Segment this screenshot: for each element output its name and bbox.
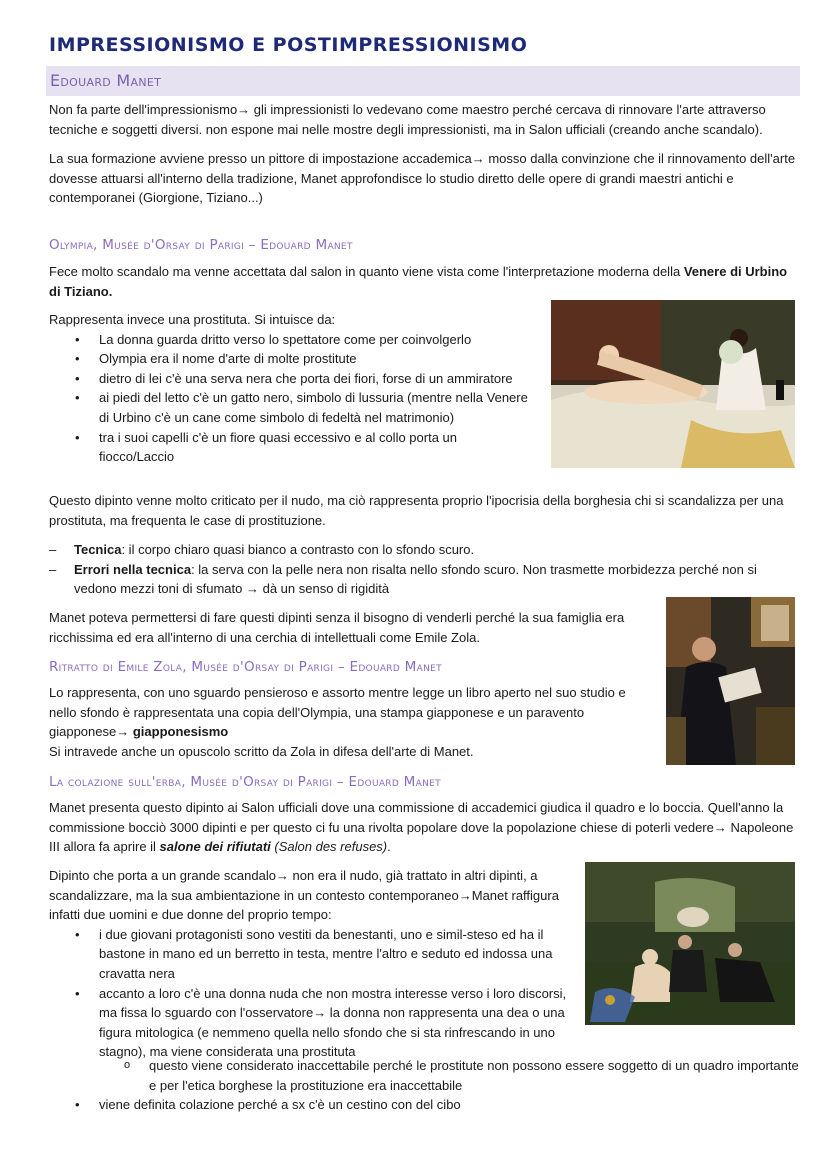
list-item: • dietro di lei c'è una serva nera che porta dei fiori, forse di un ammiratore (49, 369, 534, 389)
olympia-heading: Olympia, Musée d'Orsay di Parigi – Edouard Manet (49, 237, 353, 253)
olympia-painting-art (551, 300, 795, 468)
olympia-family-block (49, 608, 649, 647)
section-title: Edouard Manet (50, 71, 162, 90)
colazione-list-block (49, 866, 577, 1062)
zola-paragraph-1 (49, 683, 649, 742)
intro-paragraph-1: Non fa parte dell'impressionismo→ gli impressionisti lo vedevano come maestro perché cercava di rinnovare l'arte attraverso tecniche e soggetti diversi. non espone mai nelle mostre degli impressionisti, ma in Salon ufficiali (creando anche scandalo). (49, 102, 766, 137)
colazione-painting-art (585, 862, 795, 1025)
list-item (49, 560, 801, 599)
zola-p1-text: Lo rappresenta, con uno sguardo pensieroso e assorto mentre legge un libro aperto nel suo studio e nello sfondo è rappresentata una copia dell'Olympia, una stampa giapponese e un paravento giapponese→ (49, 685, 626, 740)
olympia-lower-block (49, 491, 801, 599)
olympia-p1-text: Fece molto scandalo ma venne accettata dal salon in quanto viene vista come l'interpretazione moderna della (49, 264, 684, 279)
list-item: o questo viene considerato inaccettabile perché le prostitute non possono essere soggetto di un quadro importante e per l'etica borghese la prostituzione era inaccettabile (49, 1056, 801, 1095)
colazione-p1-end: . (387, 839, 391, 855)
intro-paragraph-2: La sua formazione avviene presso un pittore di impostazione accademica→ mosso dalla convinzione che il rinnovamento dell'arte dovesse attuarsi all'interno della tradizione, Manet approfondisce lo studio diretto delle opere di grandi maestri antichi e contemporanei (Giorgione, Tiziano...) (49, 151, 796, 206)
list-item: • La donna guarda dritto verso lo spettatore come per coinvolgerlo (49, 330, 534, 350)
zola-paragraph-2: Si intravede anche un opuscolo scritto da Zola in difesa dell'arte di Manet. (49, 743, 474, 759)
olympia-intro (49, 262, 801, 301)
colazione-painting-image (585, 862, 795, 1025)
olympia-painting-image (551, 300, 795, 468)
errors-text: : la serva con la pelle nera non risalta nello sfondo scuro. Non trasmette morbidezza perché non si vedono mezzi toni di sfumato → dà un senso di rigidità (74, 561, 757, 597)
colazione-p1-bold: salone dei rifiutati (159, 839, 271, 855)
section-band (46, 66, 800, 96)
list-item: • Olympia era il nome d'arte di molte prostitute (49, 349, 534, 369)
olympia-p1-bold: Venere di Urbino di Tiziano. (49, 264, 788, 299)
list-item: • ai piedi del letto c'è un gatto nero, simbolo di lussuria (mentre nella Venere di Urbino c'è un cane come simbolo di fedeltà nel matrimonio) (49, 388, 534, 427)
olympia-paragraph-3: Questo dipinto venne molto criticato per il nudo, ma ciò rappresenta proprio l'ipocrisia della borghesia chi si scandalizza per una prostituta, ma frequenta le case di prostituzione. (49, 493, 784, 528)
errors-label: Errori nella tecnica (74, 561, 192, 577)
colazione-p1-italic: (Salon des refuses) (270, 839, 388, 855)
list-item: • viene definita colazione perché a sx c'è un cestino con del cibo (49, 1095, 801, 1115)
zola-p1-bold: giapponesismo (132, 724, 229, 740)
colazione-p1-text: Manet presenta questo dipinto ai Salon ufficiali dove una commissione di accademici giudica il quadro e lo boccia. Quell'anno la commissione bocciò 3000 dipinti e per questo ci fu una rivolta popolare dove la popolazione chiese di poterli vedere→ Napoleone III allora fa aprire il (49, 800, 794, 855)
olympia-bullet-list (49, 330, 534, 467)
zola-portrait-art (666, 597, 795, 765)
colazione-paragraph-1 (49, 798, 801, 857)
colazione-intro (49, 798, 801, 857)
list-item: • i due giovani protagonisti sono vestiti da benestanti, uno e simil-steso ed ha il bastone in mano ed un berretto in testa, mentre l'altro e seduto ed indossa una cravatta nera (49, 925, 577, 984)
technique-text: : il corpo chiaro quasi bianco a contrasto con lo sfondo scuro. (121, 542, 475, 558)
olympia-paragraph-2: Rappresenta invece una prostituta. Si intuisce da: (49, 312, 336, 327)
list-item: • accanto a loro c'è una donna nuda che non mostra interesse verso i loro discorsi, ma fissa lo sguardo con l'osservatore→ la donna non rappresenta una dea o una figura mitologica (e nemmeno quella nello sfondo che si sta rinfrescando in uno stagno), ma viene considerata una prostituta (49, 984, 577, 1062)
olympia-list-block (49, 310, 534, 467)
colazione-sub-block (49, 1056, 801, 1115)
colazione-heading: La colazione sull'erba, Musée d'Orsay di Parigi – Edouard Manet (49, 774, 441, 790)
zola-heading: Ritratto di Emile Zola, Musée d'Orsay di Parigi – Edouard Manet (49, 659, 442, 675)
colazione-bullet-list (49, 925, 577, 1062)
olympia-dash-list (49, 540, 801, 599)
colazione-last-list (49, 1095, 801, 1115)
intro-block (49, 100, 801, 208)
colazione-paragraph-2: Dipinto che porta a un grande scandalo→ non era il nudo, già trattato in altri dipinti, a scandalizzare, ma la sua ambientazione in un contesto contemporaneo→Manet raffigura infatti due uomini e due donne del proprio tempo: (49, 868, 559, 923)
list-item: • tra i suoi capelli c'è un fiore quasi eccessivo e al collo porta un fiocco/Laccio (49, 428, 534, 467)
olympia-paragraph-1 (49, 262, 801, 301)
list-item (49, 540, 801, 560)
colazione-sub-list (49, 1056, 801, 1095)
technique-label: Tecnica (74, 542, 122, 558)
zola-block (49, 683, 649, 761)
olympia-paragraph-4: Manet poteva permettersi di fare questi dipinti senza il bisogno di venderli perché la sua famiglia era ricchissima ed era all'interno di una cerchia di intellettuali come Emile Zola. (49, 610, 625, 645)
zola-portrait-image (666, 597, 795, 765)
page-title: IMPRESSIONISMO E POSTIMPRESSIONISMO (49, 34, 528, 56)
